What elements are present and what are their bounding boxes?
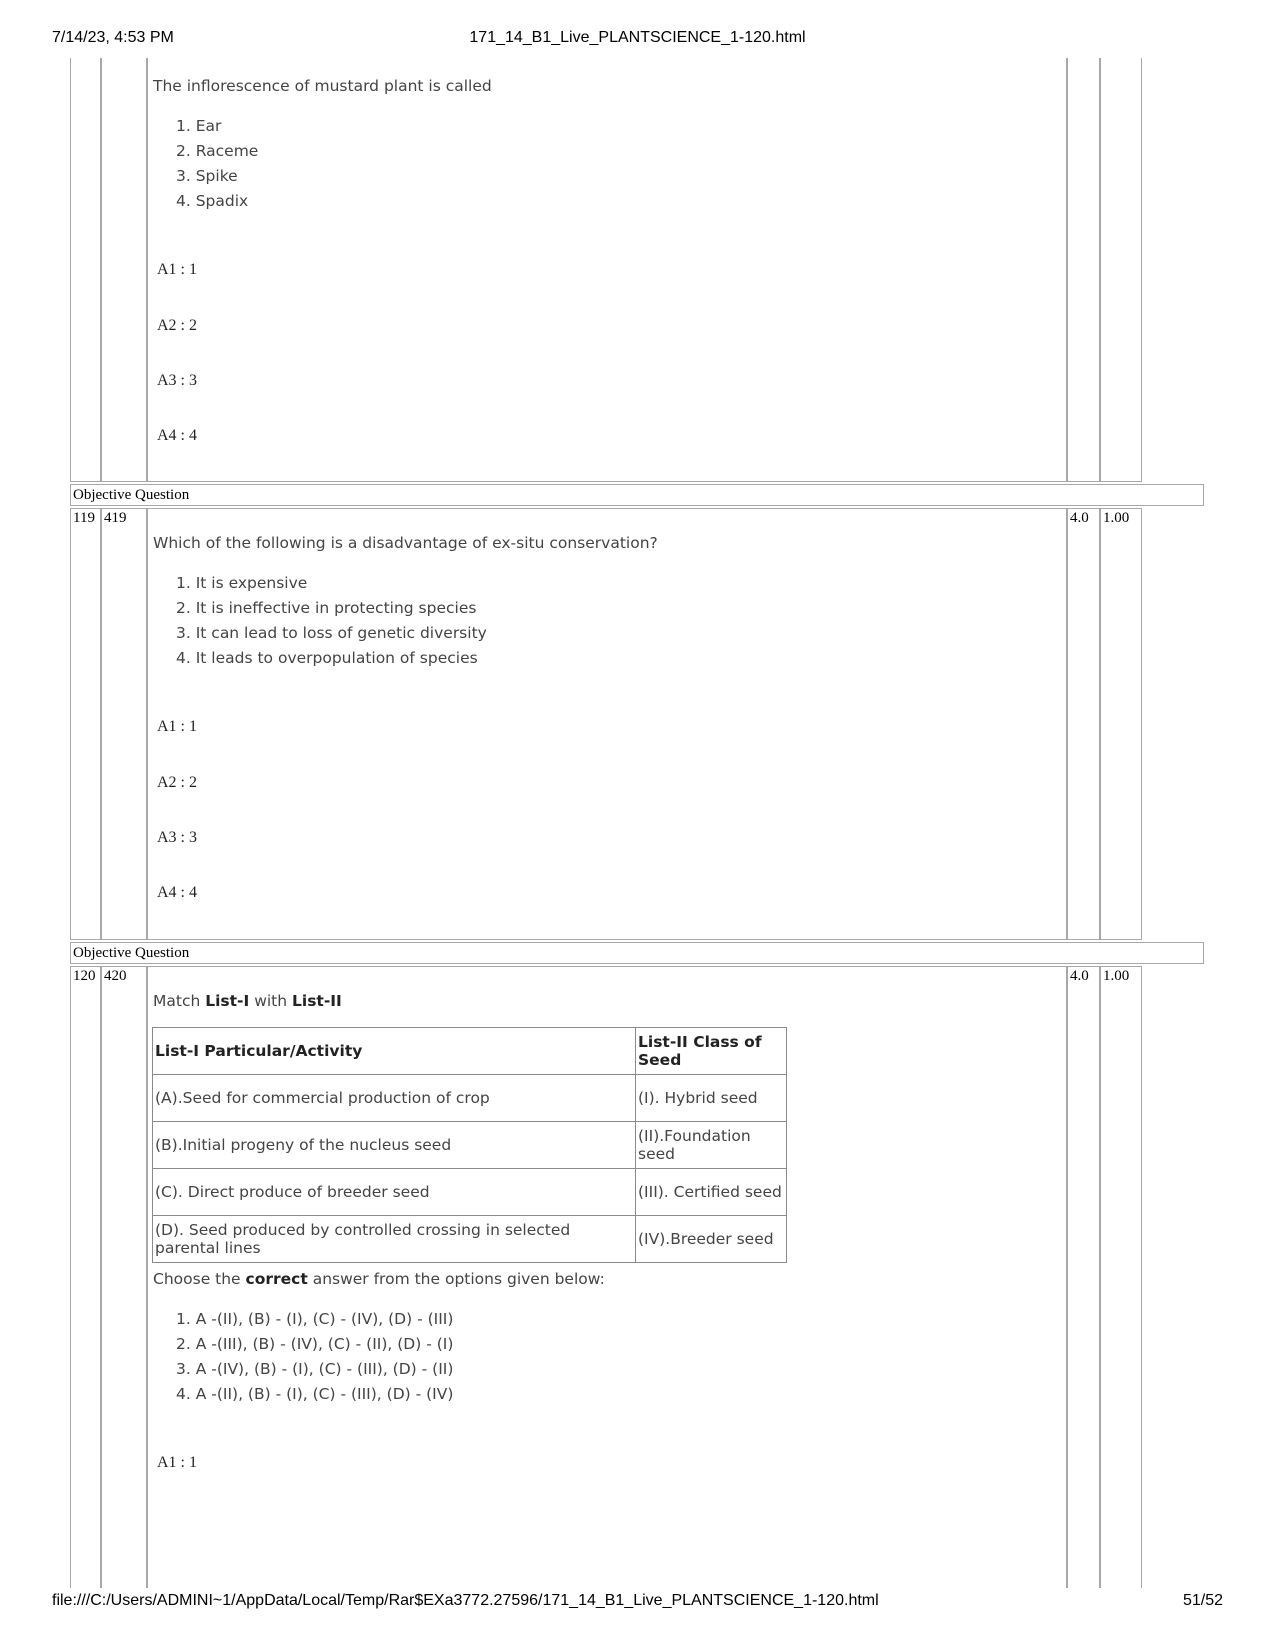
q118-sno-cell bbox=[70, 58, 101, 482]
q119-option-4: 4. It leads to overpopulation of species bbox=[176, 649, 478, 667]
q118-options bbox=[176, 114, 258, 214]
q118-answer-1: A1 : 1 bbox=[157, 261, 197, 278]
print-file-path: file:///C:/Users/ADMINI~1/AppData/Local/Temp/Rar$EXa3772.27596/171_14_B1_Live_PLANTSCIENCE_1-120.html bbox=[52, 1592, 879, 1609]
q120-match-cell: (C). Direct produce of breeder seed bbox=[153, 1169, 636, 1216]
table-row bbox=[153, 1216, 787, 1263]
q118-answer-3: A3 : 3 bbox=[157, 372, 197, 389]
q119-answer-3: A3 : 3 bbox=[157, 829, 197, 846]
q119-question-text: Which of the following is a disadvantage of ex-situ conservation? bbox=[153, 534, 658, 552]
q119-neg-cell bbox=[1100, 508, 1142, 940]
table-row bbox=[153, 1075, 787, 1122]
q119-options bbox=[176, 571, 487, 671]
q118-option-4: 4. Spadix bbox=[176, 192, 249, 210]
q119-negative-marks: 1.00 bbox=[1103, 510, 1130, 526]
q120-marks: 4.0 bbox=[1070, 968, 1089, 984]
q120-choose-pre: Choose the bbox=[153, 1270, 246, 1288]
table-row bbox=[153, 1169, 787, 1216]
q119-question-id: 419 bbox=[104, 510, 127, 526]
q120-match-cell: (II).Foundation seed bbox=[636, 1122, 787, 1169]
q120-match-cell: (I). Hybrid seed bbox=[636, 1075, 787, 1122]
q119-answer-1: A1 : 1 bbox=[157, 718, 197, 735]
q120-intro-list1: List-I bbox=[205, 992, 250, 1010]
q120-choose-post: answer from the options given below: bbox=[307, 1270, 605, 1288]
q120-match-header-row bbox=[153, 1028, 787, 1075]
q120-serial-number: 120 bbox=[73, 968, 96, 984]
q120-neg-cell bbox=[1100, 966, 1142, 1588]
q120-match-cell: (D). Seed produced by controlled crossing in selected parental lines bbox=[153, 1216, 636, 1263]
q120-intro-list2: List-II bbox=[292, 992, 342, 1010]
q118-option-1: 1. Ear bbox=[176, 117, 222, 135]
q118-answer-2: A2 : 2 bbox=[157, 317, 197, 334]
q118-option-3: 3. Spike bbox=[176, 167, 238, 185]
q119-option-3: 3. It can lead to loss of genetic diversity bbox=[176, 624, 487, 642]
q120-question-id: 420 bbox=[104, 968, 127, 984]
q118-answer-4: A4 : 4 bbox=[157, 427, 197, 444]
q120-options bbox=[176, 1307, 453, 1407]
q120-negative-marks: 1.00 bbox=[1103, 968, 1130, 984]
q118-option-2: 2. Raceme bbox=[176, 142, 259, 160]
q120-qid-cell bbox=[101, 966, 147, 1588]
q120-match-cell: (IV).Breeder seed bbox=[636, 1216, 787, 1263]
q118-neg-cell bbox=[1100, 58, 1142, 482]
q119-marks-cell bbox=[1067, 508, 1100, 940]
q120-intro-pre: Match bbox=[153, 992, 206, 1010]
q118-question-text: The inflorescence of mustard plant is called bbox=[153, 77, 492, 95]
q120-choose-instruction bbox=[153, 1270, 605, 1288]
q119-option-1: 1. It is expensive bbox=[176, 574, 308, 592]
q120-answer-1: A1 : 1 bbox=[157, 1454, 197, 1471]
q120-intro-mid: with bbox=[249, 992, 293, 1010]
q119-marks: 4.0 bbox=[1070, 510, 1089, 526]
q120-type-label: Objective Question bbox=[70, 942, 1204, 964]
print-page-number: 51/52 bbox=[1182, 1592, 1223, 1609]
q120-option-3: 3. A -(IV), (B) - (I), (C) - (III), (D) - (II) bbox=[176, 1360, 454, 1378]
q119-answer-2: A2 : 2 bbox=[157, 774, 197, 791]
q120-match-table bbox=[152, 1027, 787, 1263]
q120-marks-cell bbox=[1067, 966, 1100, 1588]
q120-option-4: 4. A -(II), (B) - (I), (C) - (III), (D) - (IV) bbox=[176, 1385, 454, 1403]
q120-match-header-list2: List-II Class of Seed bbox=[636, 1028, 787, 1075]
q120-intro bbox=[153, 992, 342, 1010]
q120-match-cell: (B).Initial progeny of the nucleus seed bbox=[153, 1122, 636, 1169]
print-footer bbox=[0, 1592, 1275, 1616]
q120-match-cell: (III). Certified seed bbox=[636, 1169, 787, 1216]
print-title: 171_14_B1_Live_PLANTSCIENCE_1-120.html bbox=[469, 29, 806, 46]
q120-match-cell: (A).Seed for commercial production of crop bbox=[153, 1075, 636, 1122]
q119-sno-cell bbox=[70, 508, 101, 940]
question-table bbox=[70, 58, 1204, 1588]
q120-sno-cell bbox=[70, 966, 101, 1588]
q119-option-2: 2. It is ineffective in protecting species bbox=[176, 599, 477, 617]
print-header bbox=[0, 29, 1275, 53]
q119-qid-cell bbox=[101, 508, 147, 940]
print-datetime: 7/14/23, 4:53 PM bbox=[52, 29, 174, 46]
q118-marks-cell bbox=[1067, 58, 1100, 482]
q119-answer-4: A4 : 4 bbox=[157, 884, 197, 901]
q119-type-label: Objective Question bbox=[70, 484, 1204, 506]
q120-option-1: 1. A -(II), (B) - (I), (C) - (IV), (D) - (III) bbox=[176, 1310, 454, 1328]
q118-qid-cell bbox=[101, 58, 147, 482]
q120-choose-bold: correct bbox=[245, 1270, 308, 1288]
q120-option-2: 2. A -(III), (B) - (IV), (C) - (II), (D) - (I) bbox=[176, 1335, 454, 1353]
q119-serial-number: 119 bbox=[73, 510, 95, 526]
q120-match-header-list1: List-I Particular/Activity bbox=[153, 1028, 636, 1075]
q118-body-cell bbox=[147, 58, 1067, 482]
table-row bbox=[153, 1122, 787, 1169]
